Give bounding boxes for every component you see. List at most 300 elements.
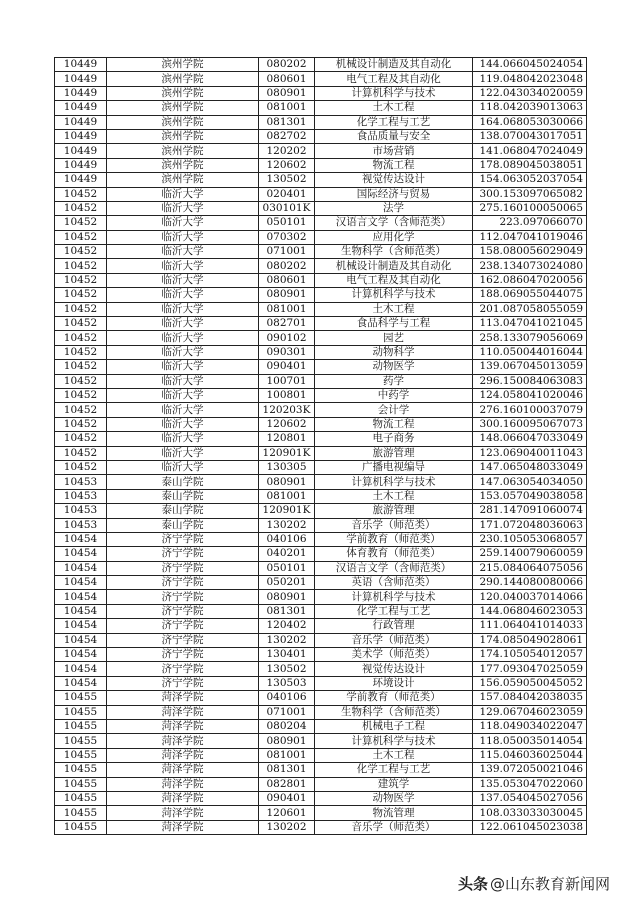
school-code-cell: 10449 xyxy=(55,144,107,158)
table-row xyxy=(55,302,587,316)
major-code-cell: 081301 xyxy=(259,604,315,618)
major-code-cell: 082801 xyxy=(259,777,315,791)
school-code-cell: 10454 xyxy=(55,576,107,590)
school-name-cell: 济宁学院 xyxy=(107,547,259,561)
major-code-cell: 081001 xyxy=(259,748,315,762)
major-name-cell: 食品科学与工程 xyxy=(315,317,473,331)
school-name-cell: 临沂大学 xyxy=(107,345,259,359)
major-name-cell: 汉语言文学（含师范类） xyxy=(315,561,473,575)
school-code-cell: 10452 xyxy=(55,374,107,388)
school-code-cell: 10452 xyxy=(55,230,107,244)
major-name-cell: 土木工程 xyxy=(315,302,473,316)
school-code-cell: 10453 xyxy=(55,518,107,532)
school-name-cell: 临沂大学 xyxy=(107,187,259,201)
school-name-cell: 临沂大学 xyxy=(107,259,259,273)
major-name-cell: 食品质量与安全 xyxy=(315,129,473,143)
score-cell: 144.068046023053 xyxy=(473,604,587,618)
score-cell: 123.069040011043 xyxy=(473,446,587,460)
school-name-cell: 济宁学院 xyxy=(107,532,259,546)
school-name-cell: 滨州学院 xyxy=(107,115,259,129)
school-code-cell: 10455 xyxy=(55,719,107,733)
major-code-cell: 081001 xyxy=(259,101,315,115)
score-cell: 139.072050021046 xyxy=(473,763,587,777)
major-code-cell: 080901 xyxy=(259,590,315,604)
school-name-cell: 济宁学院 xyxy=(107,561,259,575)
school-name-cell: 临沂大学 xyxy=(107,245,259,259)
school-code-cell: 10452 xyxy=(55,302,107,316)
major-name-cell: 计算机科学与技术 xyxy=(315,288,473,302)
table-row xyxy=(55,58,587,72)
table-row xyxy=(55,144,587,158)
major-code-cell: 120202 xyxy=(259,144,315,158)
school-code-cell: 10453 xyxy=(55,504,107,518)
major-name-cell: 环境设计 xyxy=(315,676,473,690)
school-name-cell: 济宁学院 xyxy=(107,633,259,647)
school-name-cell: 滨州学院 xyxy=(107,158,259,172)
table-row xyxy=(55,417,587,431)
score-cell: 147.063054034050 xyxy=(473,475,587,489)
school-name-cell: 菏泽学院 xyxy=(107,777,259,791)
school-code-cell: 10455 xyxy=(55,705,107,719)
major-name-cell: 物流管理 xyxy=(315,806,473,820)
major-code-cell: 080901 xyxy=(259,288,315,302)
major-name-cell: 广播电视编导 xyxy=(315,460,473,474)
school-name-cell: 泰山学院 xyxy=(107,504,259,518)
major-name-cell: 行政管理 xyxy=(315,619,473,633)
score-cell: 201.087058055059 xyxy=(473,302,587,316)
score-cell: 174.105054012057 xyxy=(473,648,587,662)
school-name-cell: 临沂大学 xyxy=(107,230,259,244)
table-row xyxy=(55,475,587,489)
school-code-cell: 10452 xyxy=(55,417,107,431)
table-row xyxy=(55,388,587,402)
table-row xyxy=(55,691,587,705)
score-cell: 275.160100050065 xyxy=(473,201,587,215)
school-name-cell: 临沂大学 xyxy=(107,432,259,446)
table-row xyxy=(55,633,587,647)
score-cell: 111.064041014033 xyxy=(473,619,587,633)
major-name-cell: 音乐学（师范类） xyxy=(315,633,473,647)
major-code-cell: 080204 xyxy=(259,719,315,733)
school-name-cell: 滨州学院 xyxy=(107,129,259,143)
major-code-cell: 130202 xyxy=(259,820,315,834)
school-name-cell: 滨州学院 xyxy=(107,101,259,115)
major-code-cell: 130305 xyxy=(259,460,315,474)
major-code-cell: 081301 xyxy=(259,115,315,129)
major-name-cell: 英语（含师范类） xyxy=(315,576,473,590)
major-code-cell: 090301 xyxy=(259,345,315,359)
school-name-cell: 济宁学院 xyxy=(107,590,259,604)
school-code-cell: 10452 xyxy=(55,360,107,374)
school-name-cell: 临沂大学 xyxy=(107,460,259,474)
score-cell: 147.065048033049 xyxy=(473,460,587,474)
school-code-cell: 10452 xyxy=(55,288,107,302)
school-name-cell: 泰山学院 xyxy=(107,489,259,503)
major-name-cell: 药学 xyxy=(315,374,473,388)
table-row xyxy=(55,216,587,230)
table-row xyxy=(55,72,587,86)
school-name-cell: 滨州学院 xyxy=(107,144,259,158)
major-name-cell: 机械电子工程 xyxy=(315,719,473,733)
school-name-cell: 滨州学院 xyxy=(107,86,259,100)
admission-score-table-container xyxy=(54,57,586,835)
major-name-cell: 计算机科学与技术 xyxy=(315,475,473,489)
major-name-cell: 化学工程与工艺 xyxy=(315,763,473,777)
table-row xyxy=(55,748,587,762)
school-code-cell: 10449 xyxy=(55,58,107,72)
major-code-cell: 120801 xyxy=(259,432,315,446)
school-code-cell: 10452 xyxy=(55,403,107,417)
score-cell: 148.066047033049 xyxy=(473,432,587,446)
school-name-cell: 临沂大学 xyxy=(107,201,259,215)
major-code-cell: 082702 xyxy=(259,129,315,143)
table-row xyxy=(55,259,587,273)
school-name-cell: 临沂大学 xyxy=(107,446,259,460)
major-name-cell: 学前教育（师范类） xyxy=(315,691,473,705)
school-name-cell: 济宁学院 xyxy=(107,604,259,618)
table-row xyxy=(55,86,587,100)
table-row xyxy=(55,273,587,287)
school-code-cell: 10454 xyxy=(55,662,107,676)
school-name-cell: 菏泽学院 xyxy=(107,806,259,820)
major-name-cell: 会计学 xyxy=(315,403,473,417)
school-code-cell: 10452 xyxy=(55,432,107,446)
school-name-cell: 临沂大学 xyxy=(107,302,259,316)
school-name-cell: 临沂大学 xyxy=(107,317,259,331)
table-row xyxy=(55,460,587,474)
table-row xyxy=(55,374,587,388)
school-code-cell: 10455 xyxy=(55,763,107,777)
school-code-cell: 10452 xyxy=(55,331,107,345)
school-name-cell: 济宁学院 xyxy=(107,676,259,690)
major-code-cell: 081301 xyxy=(259,763,315,777)
major-code-cell: 120901K xyxy=(259,446,315,460)
school-code-cell: 10455 xyxy=(55,748,107,762)
school-code-cell: 10449 xyxy=(55,129,107,143)
score-cell: 258.133079056069 xyxy=(473,331,587,345)
school-name-cell: 临沂大学 xyxy=(107,403,259,417)
school-code-cell: 10453 xyxy=(55,475,107,489)
table-row xyxy=(55,777,587,791)
score-cell: 118.042039013063 xyxy=(473,101,587,115)
major-name-cell: 动物医学 xyxy=(315,791,473,805)
school-code-cell: 10452 xyxy=(55,388,107,402)
school-code-cell: 10454 xyxy=(55,547,107,561)
major-code-cell: 130202 xyxy=(259,633,315,647)
school-name-cell: 临沂大学 xyxy=(107,388,259,402)
school-code-cell: 10454 xyxy=(55,676,107,690)
score-cell: 141.068047024049 xyxy=(473,144,587,158)
score-cell: 108.033033030045 xyxy=(473,806,587,820)
major-code-cell: 050201 xyxy=(259,576,315,590)
score-cell: 290.144080080066 xyxy=(473,576,587,590)
school-code-cell: 10454 xyxy=(55,590,107,604)
table-row xyxy=(55,173,587,187)
school-code-cell: 10449 xyxy=(55,72,107,86)
table-row xyxy=(55,317,587,331)
major-code-cell: 082701 xyxy=(259,317,315,331)
major-code-cell: 080901 xyxy=(259,475,315,489)
score-cell: 124.058041020046 xyxy=(473,388,587,402)
score-cell: 113.047041021045 xyxy=(473,317,587,331)
major-code-cell: 081001 xyxy=(259,302,315,316)
school-code-cell: 10449 xyxy=(55,86,107,100)
score-cell: 118.050035014054 xyxy=(473,734,587,748)
major-code-cell: 100701 xyxy=(259,374,315,388)
major-name-cell: 音乐学（师范类） xyxy=(315,518,473,532)
school-name-cell: 济宁学院 xyxy=(107,648,259,662)
major-name-cell: 汉语言文学（含师范类） xyxy=(315,216,473,230)
score-cell: 110.050044016044 xyxy=(473,345,587,359)
score-cell: 118.049034022047 xyxy=(473,719,587,733)
score-cell: 296.150084063083 xyxy=(473,374,587,388)
major-name-cell: 化学工程与工艺 xyxy=(315,604,473,618)
major-name-cell: 视觉传达设计 xyxy=(315,662,473,676)
major-code-cell: 120602 xyxy=(259,417,315,431)
major-code-cell: 100801 xyxy=(259,388,315,402)
table-row xyxy=(55,446,587,460)
table-row xyxy=(55,604,587,618)
score-cell: 174.085049028061 xyxy=(473,633,587,647)
major-code-cell: 120901K xyxy=(259,504,315,518)
score-cell: 144.066045024054 xyxy=(473,58,587,72)
table-row xyxy=(55,806,587,820)
school-code-cell: 10455 xyxy=(55,777,107,791)
score-cell: 122.061045023038 xyxy=(473,820,587,834)
school-code-cell: 10455 xyxy=(55,820,107,834)
major-name-cell: 音乐学（师范类） xyxy=(315,820,473,834)
score-cell: 300.160095067073 xyxy=(473,417,587,431)
major-code-cell: 030101K xyxy=(259,201,315,215)
major-code-cell: 020401 xyxy=(259,187,315,201)
major-code-cell: 130401 xyxy=(259,648,315,662)
major-code-cell: 120602 xyxy=(259,158,315,172)
school-code-cell: 10454 xyxy=(55,648,107,662)
score-cell: 230.105053068057 xyxy=(473,532,587,546)
major-code-cell: 040106 xyxy=(259,691,315,705)
major-code-cell: 071001 xyxy=(259,245,315,259)
school-name-cell: 临沂大学 xyxy=(107,273,259,287)
score-cell: 276.160100037079 xyxy=(473,403,587,417)
major-name-cell: 法学 xyxy=(315,201,473,215)
major-code-cell: 130502 xyxy=(259,173,315,187)
school-name-cell: 临沂大学 xyxy=(107,288,259,302)
watermark xyxy=(458,873,610,894)
major-code-cell: 090401 xyxy=(259,360,315,374)
table-row xyxy=(55,561,587,575)
table-row xyxy=(55,129,587,143)
school-name-cell: 临沂大学 xyxy=(107,216,259,230)
school-name-cell: 临沂大学 xyxy=(107,360,259,374)
school-name-cell: 济宁学院 xyxy=(107,662,259,676)
score-cell: 178.089045038051 xyxy=(473,158,587,172)
major-name-cell: 视觉传达设计 xyxy=(315,173,473,187)
school-code-cell: 10449 xyxy=(55,115,107,129)
table-row xyxy=(55,576,587,590)
score-cell: 129.067046023059 xyxy=(473,705,587,719)
major-name-cell: 电气工程及其自动化 xyxy=(315,273,473,287)
table-row xyxy=(55,158,587,172)
table-row xyxy=(55,820,587,834)
table-row xyxy=(55,187,587,201)
score-cell: 137.054045027056 xyxy=(473,791,587,805)
score-cell: 164.068053030066 xyxy=(473,115,587,129)
major-code-cell: 080901 xyxy=(259,734,315,748)
major-code-cell: 080202 xyxy=(259,58,315,72)
table-row xyxy=(55,518,587,532)
major-code-cell: 080601 xyxy=(259,72,315,86)
watermark-text: @山东教育新闻网 xyxy=(490,875,611,893)
school-name-cell: 临沂大学 xyxy=(107,374,259,388)
table-row xyxy=(55,719,587,733)
school-code-cell: 10454 xyxy=(55,633,107,647)
major-code-cell: 050101 xyxy=(259,561,315,575)
table-row xyxy=(55,230,587,244)
major-code-cell: 040106 xyxy=(259,532,315,546)
major-name-cell: 土木工程 xyxy=(315,748,473,762)
major-name-cell: 机械设计制造及其自动化 xyxy=(315,58,473,72)
major-name-cell: 机械设计制造及其自动化 xyxy=(315,259,473,273)
score-cell: 223.097066070 xyxy=(473,216,587,230)
table-row xyxy=(55,763,587,777)
major-name-cell: 学前教育（师范类） xyxy=(315,532,473,546)
table-row xyxy=(55,619,587,633)
score-cell: 120.040037014066 xyxy=(473,590,587,604)
major-name-cell: 计算机科学与技术 xyxy=(315,86,473,100)
table-row xyxy=(55,432,587,446)
score-cell: 162.086047020056 xyxy=(473,273,587,287)
school-code-cell: 10455 xyxy=(55,806,107,820)
school-code-cell: 10455 xyxy=(55,691,107,705)
table-row xyxy=(55,676,587,690)
table-row xyxy=(55,504,587,518)
school-code-cell: 10453 xyxy=(55,489,107,503)
major-name-cell: 旅游管理 xyxy=(315,446,473,460)
major-name-cell: 旅游管理 xyxy=(315,504,473,518)
major-name-cell: 计算机科学与技术 xyxy=(315,734,473,748)
major-code-cell: 090102 xyxy=(259,331,315,345)
major-code-cell: 130502 xyxy=(259,662,315,676)
school-name-cell: 菏泽学院 xyxy=(107,734,259,748)
major-code-cell: 130202 xyxy=(259,518,315,532)
school-name-cell: 菏泽学院 xyxy=(107,705,259,719)
major-code-cell: 080601 xyxy=(259,273,315,287)
school-name-cell: 菏泽学院 xyxy=(107,791,259,805)
school-name-cell: 滨州学院 xyxy=(107,72,259,86)
school-code-cell: 10455 xyxy=(55,791,107,805)
school-code-cell: 10455 xyxy=(55,734,107,748)
school-name-cell: 菏泽学院 xyxy=(107,763,259,777)
table-body xyxy=(55,58,587,835)
school-code-cell: 10454 xyxy=(55,604,107,618)
school-code-cell: 10454 xyxy=(55,561,107,575)
school-name-cell: 济宁学院 xyxy=(107,619,259,633)
score-cell: 158.080056029049 xyxy=(473,245,587,259)
score-cell: 188.069055044075 xyxy=(473,288,587,302)
school-name-cell: 菏泽学院 xyxy=(107,691,259,705)
table-row xyxy=(55,489,587,503)
score-cell: 177.093047025059 xyxy=(473,662,587,676)
major-code-cell: 120601 xyxy=(259,806,315,820)
school-name-cell: 菏泽学院 xyxy=(107,748,259,762)
school-code-cell: 10452 xyxy=(55,345,107,359)
table-row xyxy=(55,590,587,604)
table-row xyxy=(55,201,587,215)
major-name-cell: 市场营销 xyxy=(315,144,473,158)
school-name-cell: 泰山学院 xyxy=(107,518,259,532)
score-cell: 112.047041019046 xyxy=(473,230,587,244)
school-code-cell: 10449 xyxy=(55,173,107,187)
score-cell: 122.043034020059 xyxy=(473,86,587,100)
toutiao-logo: 头条 xyxy=(458,875,489,893)
table-row xyxy=(55,331,587,345)
major-name-cell: 电气工程及其自动化 xyxy=(315,72,473,86)
admission-score-table xyxy=(54,57,587,835)
major-name-cell: 体育教育（师范类） xyxy=(315,547,473,561)
major-code-cell: 040201 xyxy=(259,547,315,561)
score-cell: 119.048042023048 xyxy=(473,72,587,86)
table-row xyxy=(55,101,587,115)
major-name-cell: 美术学（师范类） xyxy=(315,648,473,662)
score-cell: 157.084042038035 xyxy=(473,691,587,705)
major-code-cell: 050101 xyxy=(259,216,315,230)
table-row xyxy=(55,115,587,129)
table-row xyxy=(55,403,587,417)
major-name-cell: 应用化学 xyxy=(315,230,473,244)
table-row xyxy=(55,648,587,662)
major-name-cell: 物流工程 xyxy=(315,158,473,172)
school-code-cell: 10452 xyxy=(55,259,107,273)
school-code-cell: 10452 xyxy=(55,187,107,201)
major-name-cell: 计算机科学与技术 xyxy=(315,590,473,604)
score-cell: 115.046036025044 xyxy=(473,748,587,762)
score-cell: 171.072048036063 xyxy=(473,518,587,532)
major-name-cell: 土木工程 xyxy=(315,489,473,503)
major-code-cell: 120402 xyxy=(259,619,315,633)
major-name-cell: 国际经济与贸易 xyxy=(315,187,473,201)
school-code-cell: 10454 xyxy=(55,532,107,546)
school-code-cell: 10452 xyxy=(55,201,107,215)
table-row xyxy=(55,547,587,561)
major-name-cell: 化学工程与工艺 xyxy=(315,115,473,129)
major-name-cell: 动物科学 xyxy=(315,345,473,359)
table-row xyxy=(55,360,587,374)
table-row xyxy=(55,734,587,748)
school-name-cell: 临沂大学 xyxy=(107,417,259,431)
school-code-cell: 10452 xyxy=(55,317,107,331)
school-name-cell: 菏泽学院 xyxy=(107,820,259,834)
score-cell: 215.084064075056 xyxy=(473,561,587,575)
score-cell: 154.063052037054 xyxy=(473,173,587,187)
major-code-cell: 090401 xyxy=(259,791,315,805)
table-row xyxy=(55,245,587,259)
major-code-cell: 080901 xyxy=(259,86,315,100)
school-code-cell: 10452 xyxy=(55,273,107,287)
major-name-cell: 动物医学 xyxy=(315,360,473,374)
score-cell: 281.147091060074 xyxy=(473,504,587,518)
major-name-cell: 土木工程 xyxy=(315,101,473,115)
school-code-cell: 10449 xyxy=(55,101,107,115)
school-code-cell: 10452 xyxy=(55,245,107,259)
school-name-cell: 滨州学院 xyxy=(107,58,259,72)
major-code-cell: 081001 xyxy=(259,489,315,503)
major-name-cell: 中药学 xyxy=(315,388,473,402)
score-cell: 135.053047022060 xyxy=(473,777,587,791)
school-name-cell: 滨州学院 xyxy=(107,173,259,187)
table-row xyxy=(55,791,587,805)
table-row xyxy=(55,345,587,359)
score-cell: 156.059050045052 xyxy=(473,676,587,690)
